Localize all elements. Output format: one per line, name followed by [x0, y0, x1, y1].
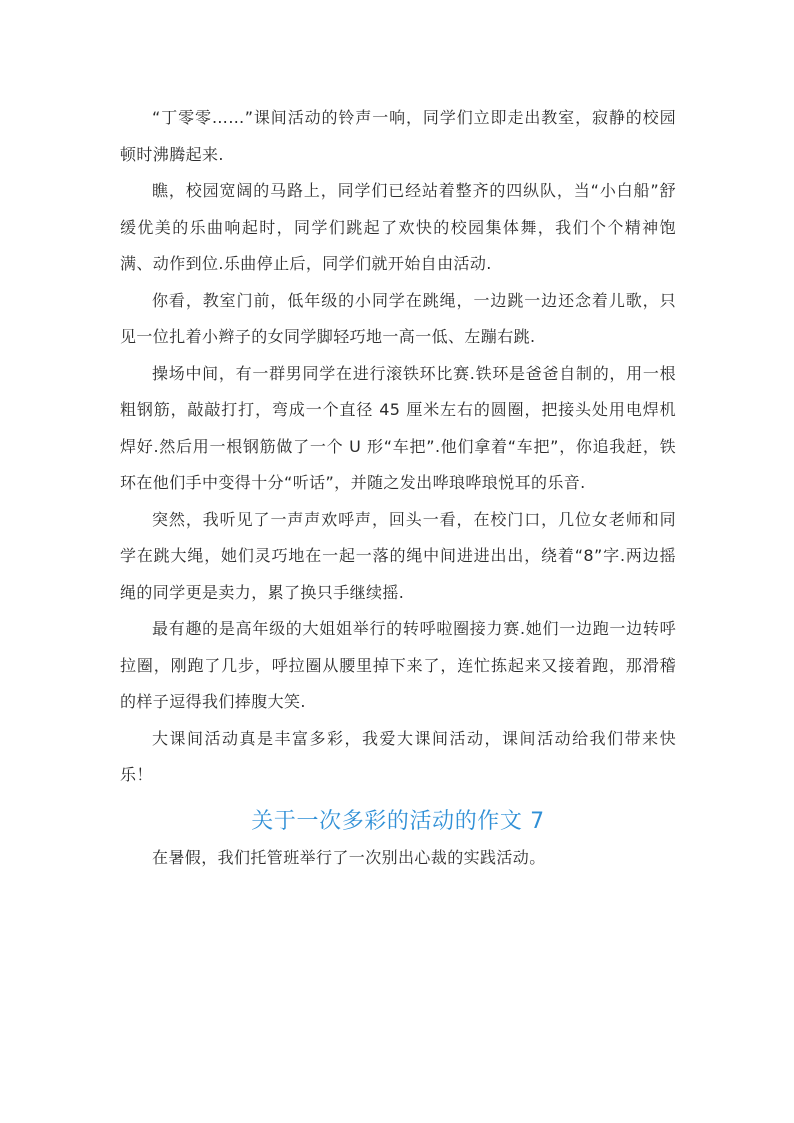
- section-heading: 关于一次多彩的活动的作文 7: [251, 808, 545, 834]
- paragraph-3: 你看，教室门前，低年级的小同学在跳绳，一边跳一边还念着儿歌，只见一位扎着小辫子的女同学脚轻巧地一高一低、左蹦右跳.: [120, 290, 676, 346]
- paragraph-7: 大课间活动真是丰富多彩，我爱大课间活动，课间活动给我们带来快乐！: [120, 728, 676, 784]
- paragraph-2: 瞧，校园宽阔的马路上，同学们已经站着整齐的四纵队，当“小白船”舒缓优美的乐曲响起时，同学们跳起了欢快的校园集体舞，我们个个精神饱满、动作到位.乐曲停止后，同学们就开始自由活动.: [120, 181, 676, 273]
- paragraph-6: 最有趣的是高年级的大姐姐举行的转呼啦圈接力赛.她们一边跑一边转呼拉圈，刚跑了几步，呼拉圈从腰里掉下来了，连忙拣起来又接着跑，那滑稽的样子逗得我们捧腹大笑.: [120, 619, 676, 711]
- paragraph-5: 突然，我听见了一声声欢呼声，回头一看，在校门口，几位女老师和同学在跳大绳，她们灵巧地在一起一落的绳中间进进出出，绕着“8”字.两边摇绳的同学更是卖力，累了换只手继续摇.: [120, 509, 676, 602]
- paragraph-8: 在暑假，我们托管班举行了一次别出心裁的实践活动。: [152, 847, 546, 867]
- paragraph-1: “丁零零……”课间活动的铃声一响，同学们立即走出教室，寂静的校园顿时沸腾起来.: [120, 108, 676, 164]
- paragraph-4: 操场中间，有一群男同学在进行滚铁环比赛.铁环是爸爸自制的，用一根粗钢筋，敲敲打打，弯成一个直径 45 厘米左右的圆圈，把接头处用电焊机焊好.然后用一根钢筋做了一个 U 形“车把”.他们拿着“车把”，你追我赶，铁环在他们手中变得十分“听话”，并随之发出哗琅哗琅悦耳的乐音.: [120, 363, 676, 492]
- document-page: [120, 100, 676, 876]
